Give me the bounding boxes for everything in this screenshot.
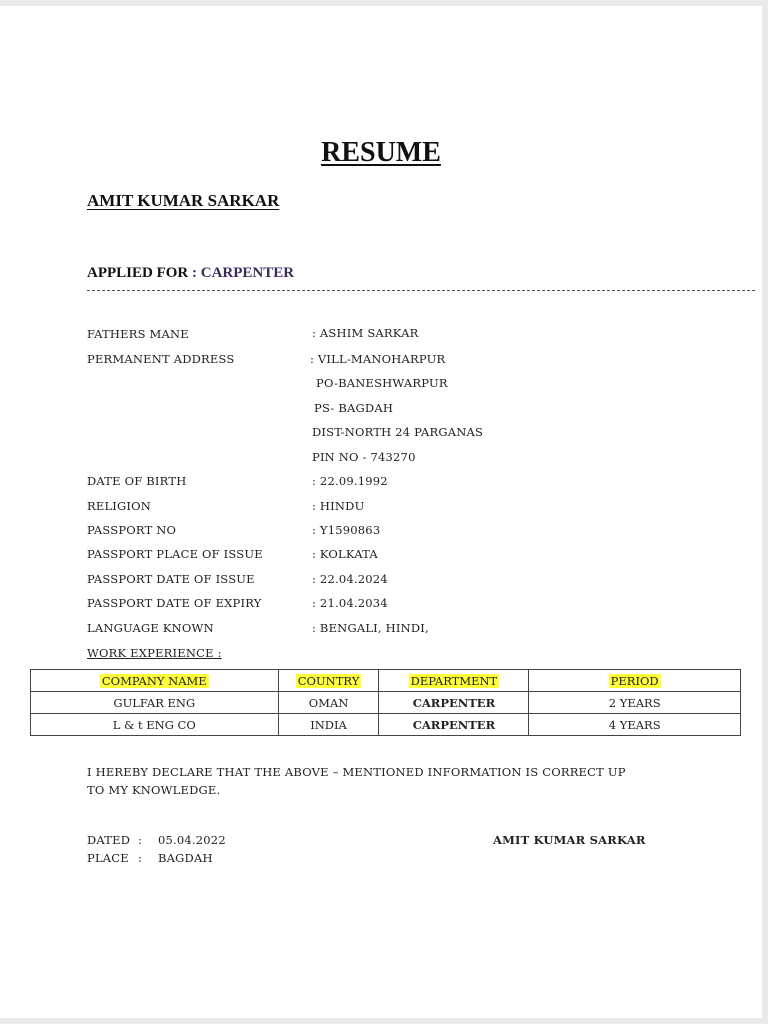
detail-label: PASSPORT NO: [87, 523, 177, 537]
colon: :: [138, 833, 143, 847]
document-title: RESUME: [321, 137, 441, 168]
detail-label: LANGUAGE KNOWN: [87, 621, 214, 635]
address-line: PS- BAGDAH: [314, 401, 394, 415]
table-cell: OMAN: [278, 692, 379, 714]
detail-label: PASSPORT PLACE OF ISSUE: [87, 547, 263, 561]
applied-for: [87, 265, 294, 282]
work-experience-heading: WORK EXPERIENCE :: [87, 646, 222, 660]
detail-value: : 22.09.1992: [312, 474, 388, 488]
detail-value: : HINDU: [312, 499, 365, 513]
applied-for-value: : CARPENTER: [192, 265, 295, 281]
detail-label: FATHERS MANE: [87, 327, 189, 341]
detail-value: : VILL-MANOHARPUR: [310, 352, 446, 366]
detail-label: PASSPORT DATE OF EXPIRY: [87, 596, 262, 610]
address-line: PIN NO - 743270: [312, 450, 416, 464]
table-cell: CARPENTER: [379, 714, 529, 736]
place-value: BAGDAH: [158, 851, 213, 865]
table-row: [31, 692, 741, 714]
dated-value: 05.04.2022: [158, 833, 226, 847]
colon: :: [138, 851, 143, 865]
dashed-divider: [87, 290, 755, 291]
viewer-background: [0, 1018, 768, 1024]
address-line: PO-BANESHWARPUR: [316, 376, 448, 390]
column-header: [278, 670, 379, 692]
column-header-text: DEPARTMENT: [410, 673, 498, 688]
detail-value: : 21.04.2034: [312, 596, 388, 610]
table-cell: INDIA: [278, 714, 379, 736]
detail-label: PERMANENT ADDRESS: [87, 352, 235, 366]
detail-value: : 22.04.2024: [312, 572, 388, 586]
detail-label: RELIGION: [87, 499, 152, 513]
table-cell: L & t ENG CO: [31, 714, 279, 736]
resume-page: [0, 6, 762, 1018]
work-experience-table: [30, 669, 741, 736]
table-cell: 4 YEARS: [529, 714, 741, 736]
detail-value: : Y1590863: [312, 523, 381, 537]
signer-name: AMIT KUMAR SARKAR: [493, 833, 646, 847]
table-row: [31, 714, 741, 736]
applied-for-label: APPLIED FOR: [87, 265, 189, 281]
address-line: DIST-NORTH 24 PARGANAS: [312, 425, 484, 439]
detail-label: DATE OF BIRTH: [87, 474, 187, 488]
dated-label: DATED: [87, 833, 131, 847]
detail-value: : ASHIM SARKAR: [312, 326, 419, 340]
column-header: [31, 670, 279, 692]
detail-value: : BENGALI, HINDI,: [312, 621, 429, 635]
column-header-text: COMPANY NAME: [101, 673, 207, 688]
column-header-text: PERIOD: [610, 673, 659, 688]
declaration-text: I HEREBY DECLARE THAT THE ABOVE – MENTIONED INFORMATION IS CORRECT UP TO MY KNOWLEDGE.: [87, 765, 626, 797]
column-header: [529, 670, 741, 692]
detail-label: PASSPORT DATE OF ISSUE: [87, 572, 255, 586]
candidate-name: AMIT KUMAR SARKAR: [87, 191, 280, 210]
table-cell: GULFAR ENG: [31, 692, 279, 714]
detail-value: : KOLKATA: [312, 547, 378, 561]
table-cell: 2 YEARS: [529, 692, 741, 714]
table-cell: CARPENTER: [379, 692, 529, 714]
column-header: [379, 670, 529, 692]
column-header-text: COUNTRY: [297, 673, 360, 688]
table-header-row: [31, 670, 741, 692]
place-label: PLACE: [87, 851, 129, 865]
